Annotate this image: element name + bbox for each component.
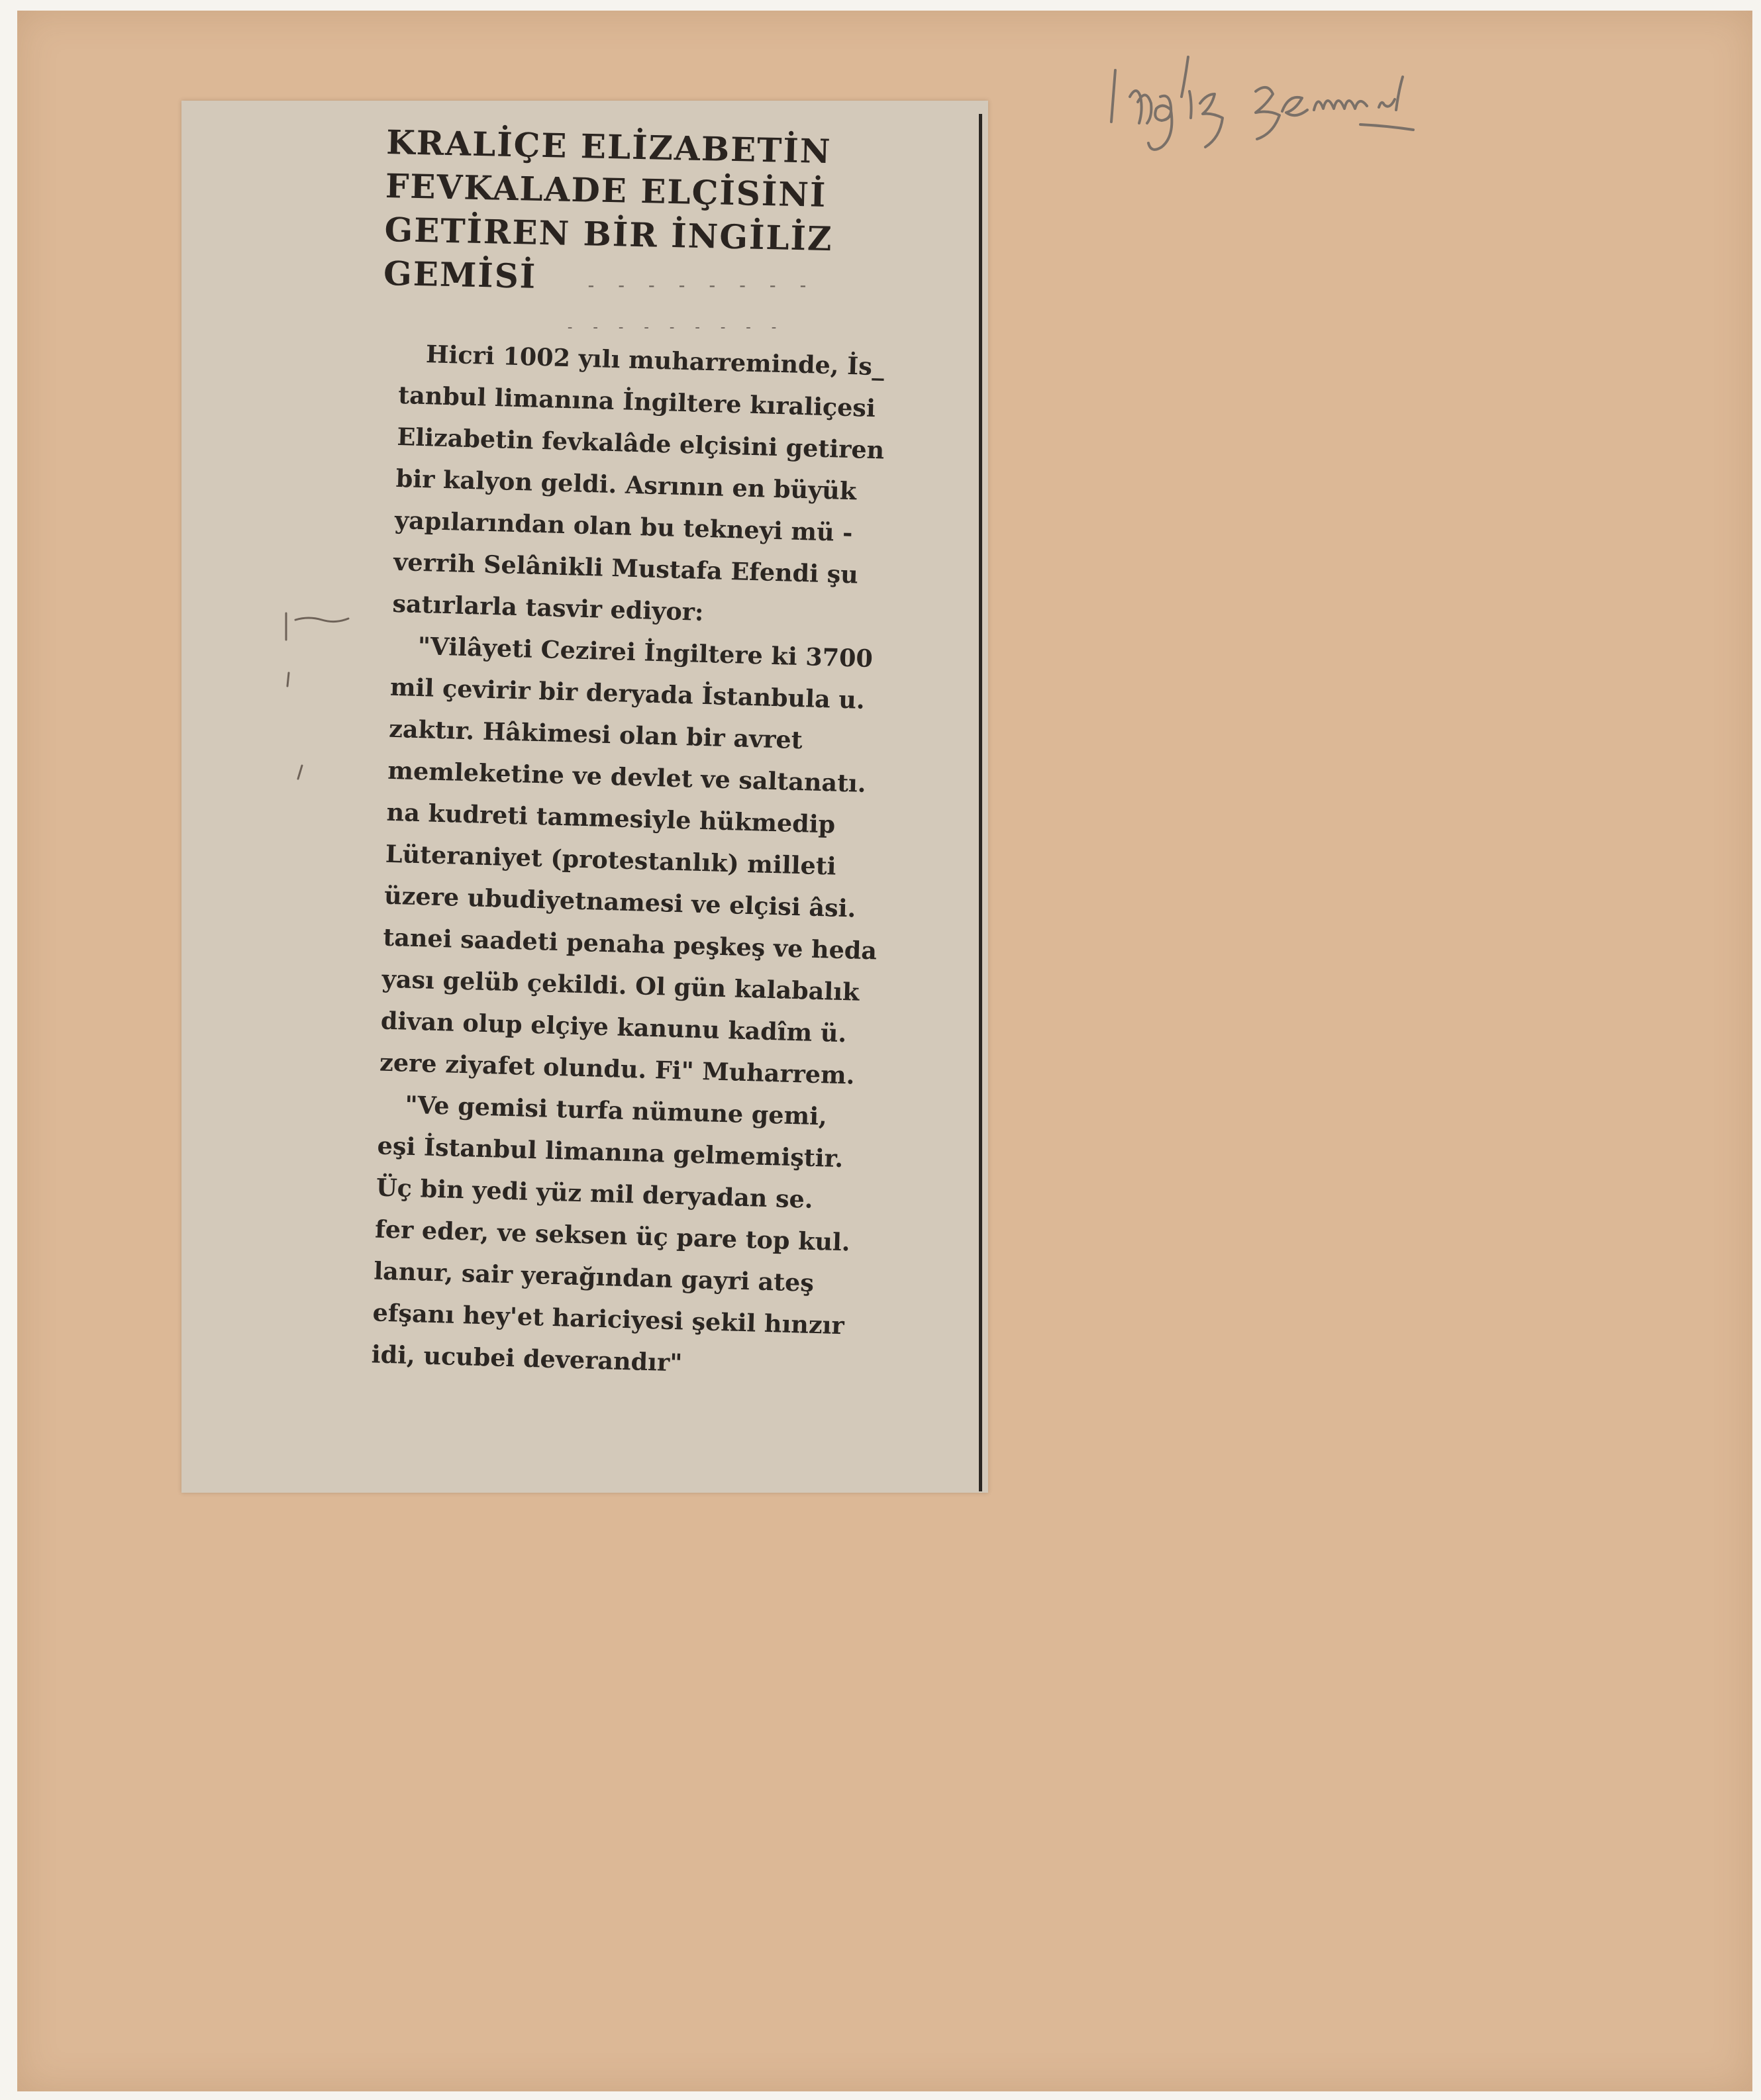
body-line: Elizabetin fevkalâde elçisini getiren [397, 422, 885, 465]
body-line: yası gelüb çekildi. Ol gün kalabalık [381, 964, 860, 1007]
body-line: na kudreti tammesiyle hükmedip [386, 797, 836, 839]
handwriting-scribble [1103, 50, 1567, 156]
separator-dots: - - - - - - - - - [566, 319, 783, 336]
headline-line: GEMİSİ [383, 253, 537, 296]
body-line: efşanı hey'et hariciyesi şekil hınzır [372, 1298, 845, 1340]
body-line: tanei saadeti penaha peşkeş ve heda [382, 923, 878, 966]
body-line: memleketine ve devlet ve saltanatı. [387, 756, 867, 798]
body-line: idi, ucubei deverandır" [371, 1340, 683, 1377]
newspaper-clipping [181, 101, 988, 1493]
body-line: satırlarla tasvir ediyor: [391, 589, 705, 626]
body-line: divan olup elçiye kanunu kadîm ü. [380, 1006, 847, 1048]
handwritten-note [1103, 50, 1567, 156]
body-line: verrih Selânikli Mustafa Efendi şu [393, 547, 859, 589]
archive-paper-sheet [17, 11, 1752, 2091]
headline-line: KRALİÇE ELİZABETİN [385, 122, 832, 172]
body-line: "Vilâyeti Cezirei İngiltere ki 3700 [417, 631, 874, 674]
body-line: zere ziyafet olundu. Fi" Muharrem. [379, 1048, 855, 1090]
body-line: "Ve gemisi turfa nümune gemi, [404, 1090, 828, 1131]
body-line: fer eder, ve seksen üç pare top kul. [374, 1215, 851, 1257]
headline-line: FEVKALADE ELÇİSİNİ [385, 166, 827, 215]
column-rule [979, 114, 982, 1491]
body-line: yapılarından olan bu tekneyi mü - [394, 505, 854, 548]
separator-dots: - - - - - - - - [585, 274, 813, 296]
body-line: Hicri 1002 yılı muharreminde, İs_ [425, 340, 885, 381]
body-line: Üç bin yedi yüz mil deryadan se. [376, 1173, 814, 1214]
body-line: zaktır. Hâkimesi olan bir avret [388, 714, 803, 755]
body-line: bir kalyon geldi. Asrının en büyük [395, 464, 857, 506]
body-line: lanur, sair yerağından gayri ateş [373, 1256, 815, 1297]
body-line: tanbul limanına İngiltere kıraliçesi [397, 380, 876, 423]
body-line: üzere ubudiyetnamesi ve elçisi âsi. [383, 881, 856, 923]
headline-line: GETİREN BİR İNGİLİZ [383, 209, 834, 259]
margin-marks [262, 593, 368, 792]
article-body [371, 332, 963, 1391]
body-line: mil çevirir bir deryada İstanbula u. [389, 672, 866, 715]
body-line: eşi İstanbul limanına gelmemiştir. [377, 1131, 844, 1174]
body-line: Lüteraniyet (protestanlık) milleti [385, 839, 837, 881]
